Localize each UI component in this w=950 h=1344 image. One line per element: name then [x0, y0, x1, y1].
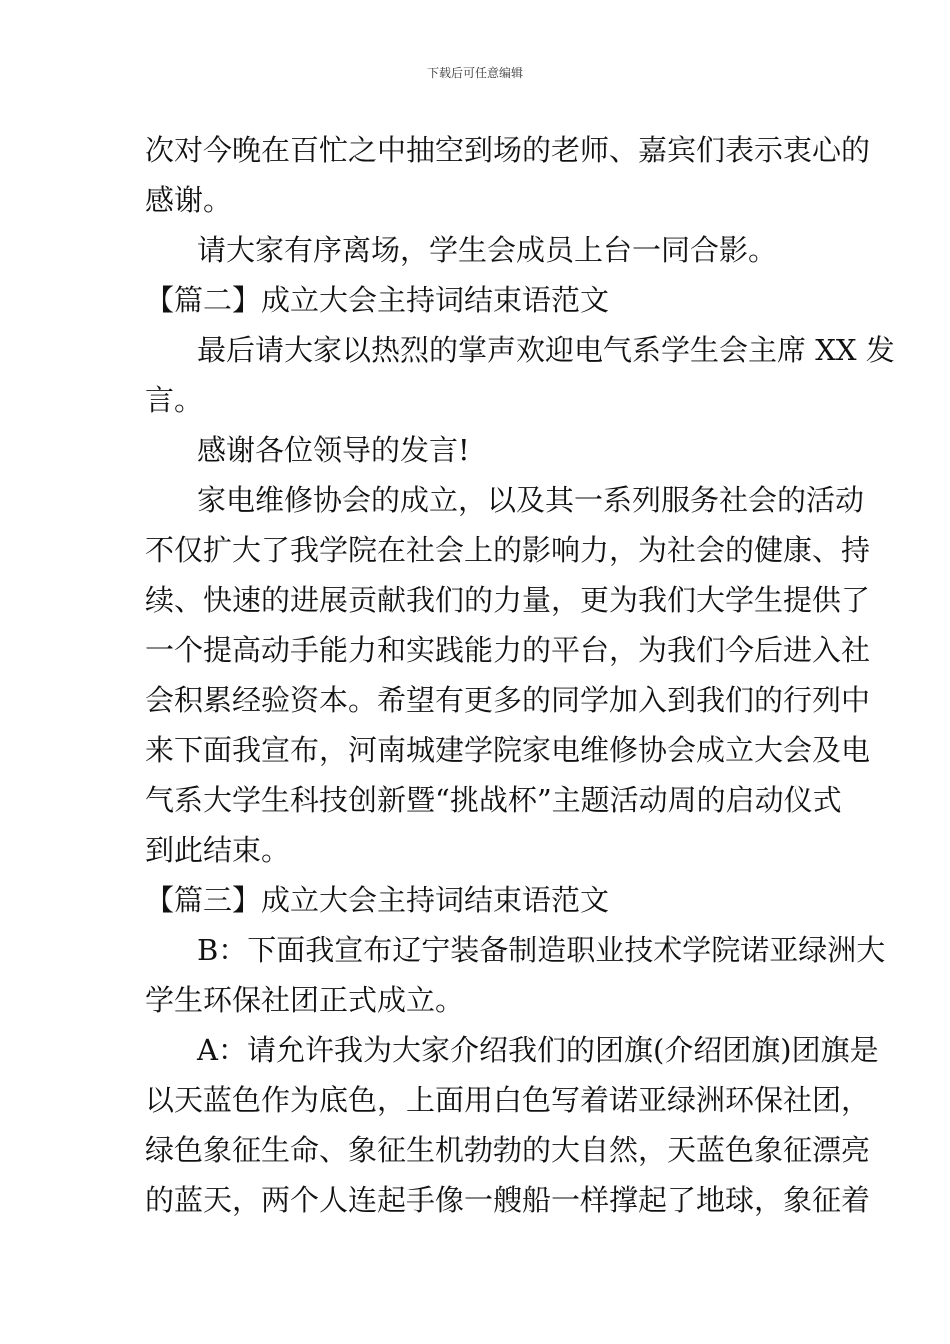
- text-line: 言。: [145, 383, 204, 417]
- text-line: 最后请大家以热烈的掌声欢迎电气系学生会主席 XX 发: [197, 333, 895, 367]
- text-line: 请大家有序离场，学生会成员上台一同合影。: [197, 233, 778, 267]
- document-body: [145, 125, 895, 1225]
- text-line: 次对今晚在百忙之中抽空到场的老师、嘉宾们表示衷心的: [145, 133, 871, 167]
- text-line: 会积累经验资本。希望有更多的同学加入到我们的行列中: [145, 683, 871, 717]
- text-line: 来下面我宣布，河南城建学院家电维修协会成立大会及电: [145, 733, 871, 767]
- text-line: 气系大学生科技创新暨“挑战杯”主题活动周的启动仪式: [145, 783, 842, 817]
- text-line: 感谢各位领导的发言!: [197, 433, 470, 467]
- text-line: 以天蓝色作为底色，上面用白色写着诺亚绿洲环保社团，: [145, 1083, 871, 1117]
- text-line: 感谢。: [145, 183, 233, 217]
- text-line: 绿色象征生命、象征生机勃勃的大自然，天蓝色象征漂亮: [145, 1133, 871, 1167]
- page-header: 下载后可任意编辑: [426, 66, 523, 80]
- section-heading: 【篇三】成立大会主持词结束语范文: [145, 883, 610, 917]
- text-line: 一个提高动手能力和实践能力的平台，为我们今后进入社: [145, 633, 871, 667]
- text-line: 家电维修协会的成立，以及其一系列服务社会的活动: [197, 483, 865, 517]
- text-line: 续、快速的进展贡献我们的力量，更为我们大学生提供了: [145, 583, 871, 617]
- text-line: B：下面我宣布辽宁装备制造职业技术学院诺亚绿洲大: [197, 933, 886, 967]
- text-line: A：请允许我为大家介绍我们的团旗(介绍团旗)团旗是: [197, 1033, 879, 1067]
- text-line: 不仅扩大了我学院在社会上的影响力，为社会的健康、持: [145, 533, 871, 567]
- text-line: 的蓝天，两个人连起手像一艘船一样撑起了地球，象征着: [145, 1183, 871, 1217]
- section-heading: 【篇二】成立大会主持词结束语范文: [145, 283, 610, 317]
- text-line: 学生环保社团正式成立。: [145, 983, 465, 1017]
- text-line: 到此结束。: [145, 833, 291, 867]
